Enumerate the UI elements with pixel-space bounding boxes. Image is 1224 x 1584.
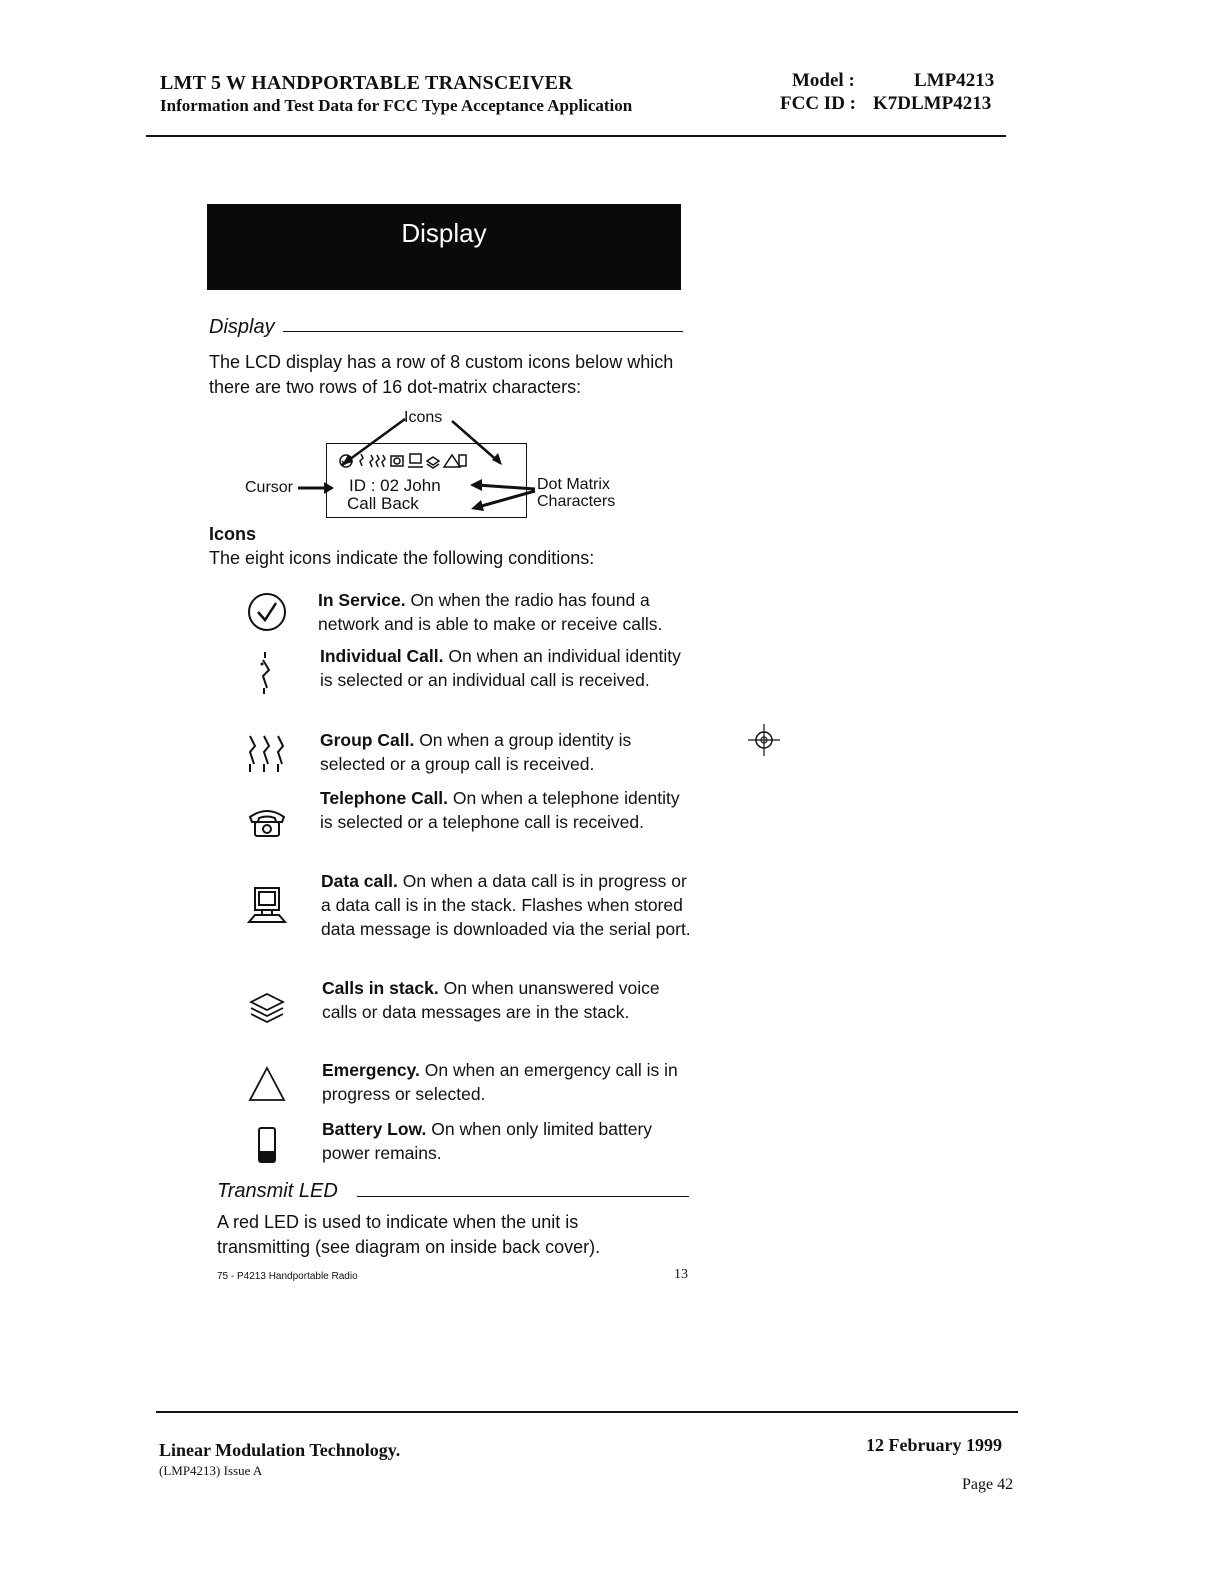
- group-call-title: Group Call.: [320, 730, 415, 750]
- calls-in-stack-title: Calls in stack.: [322, 978, 439, 998]
- fcc-id-value: K7DLMP4213: [873, 93, 992, 114]
- telephone-icon: [245, 806, 289, 842]
- document-subtitle: Information and Test Data for FCC Type Acceptance Application: [160, 96, 633, 115]
- in-service-title: In Service.: [318, 590, 406, 610]
- individual-call-icon: [245, 648, 289, 696]
- footer-company: Linear Modulation Technology.: [159, 1440, 401, 1460]
- battery-low-title: Battery Low.: [322, 1119, 427, 1139]
- inner-page-number: 13: [674, 1267, 688, 1282]
- triangle-icon: [245, 1064, 289, 1104]
- icons-callout-label: Icons: [404, 409, 443, 426]
- icon-row-calls-in-stack: [237, 990, 297, 1040]
- dot-matrix-arrow-top: [477, 485, 535, 489]
- telephone-call-title: Telephone Call.: [320, 788, 449, 808]
- icon-row-group-call: [237, 730, 297, 780]
- inner-page-doc-ref: 75 - P4213 Handportable Radio: [217, 1271, 358, 1282]
- group-call-desc: [320, 728, 690, 776]
- individual-call-desc: [320, 644, 690, 692]
- footer-divider: [156, 1411, 1018, 1413]
- footer-date: 12 February 1999: [866, 1435, 1002, 1455]
- transmit-led-heading-rule: [357, 1196, 689, 1197]
- lcd-line-1: ID : 02 John: [349, 476, 441, 495]
- in-service-text: On when the radio has found a network and is able to make or receive calls.: [318, 590, 663, 634]
- dot-matrix-arrow-bottom: [478, 491, 535, 507]
- stack-icon: [245, 990, 289, 1030]
- icon-row-emergency: [237, 1064, 297, 1114]
- display-heading-rule: [283, 331, 683, 332]
- individual-call-text: On when an individual identity is selected or an individual call is received.: [320, 646, 681, 690]
- telephone-call-text: On when a telephone identity is selected or a telephone call is received.: [320, 788, 680, 832]
- icon-row-telephone-call: [237, 806, 297, 856]
- dot-matrix-label-line1: Dot Matrix: [537, 476, 610, 493]
- calls-in-stack-desc: [322, 976, 692, 1024]
- display-heading: Display: [209, 316, 275, 338]
- transmit-led-heading: Transmit LED: [217, 1180, 338, 1202]
- section-banner-title: Display: [401, 218, 487, 248]
- group-call-icon: [240, 730, 294, 776]
- icon-row-individual-call: [237, 648, 297, 698]
- emergency-text: On when an emergency call is in progress or selected.: [322, 1060, 678, 1104]
- dot-matrix-label-line2: Characters: [537, 493, 616, 510]
- cursor-callout-label: Cursor: [245, 479, 294, 496]
- data-call-desc: [321, 869, 691, 941]
- emergency-title: Emergency.: [322, 1060, 420, 1080]
- header-divider: [146, 135, 1006, 137]
- check-circle-icon: [245, 590, 289, 634]
- icon-row-data-call: [237, 884, 297, 934]
- computer-icon: [245, 884, 289, 928]
- data-call-text: On when a data call is in progress or a data call is in the stack. Flashes when stored data message is downloaded via the serial port.: [321, 871, 691, 939]
- icon-row-battery-low: [237, 1124, 297, 1174]
- registration-mark-icon: [744, 720, 784, 760]
- battery-icon: [245, 1124, 289, 1168]
- document-title: LMT 5 W HANDPORTABLE TRANSCEIVER: [160, 72, 573, 94]
- display-intro: The LCD display has a row of 8 custom icons below which there are two rows of 16 dot-matrix characters:: [209, 352, 674, 397]
- fcc-id-label: FCC ID :: [780, 93, 856, 114]
- transmit-led-text: A red LED is used to indicate when the unit is transmitting (see diagram on inside back cover).: [217, 1212, 601, 1257]
- model-value: LMP4213: [914, 70, 995, 91]
- icons-intro: The eight icons indicate the following conditions:: [209, 548, 595, 568]
- battery-low-text: On when only limited battery power remains.: [322, 1119, 653, 1163]
- lcd-diagram-graphics: [230, 405, 650, 530]
- individual-call-title: Individual Call.: [320, 646, 444, 666]
- group-call-text: On when a group identity is selected or a group call is received.: [320, 730, 632, 774]
- footer-issue: (LMP4213) Issue A: [159, 1463, 263, 1478]
- emergency-desc: [322, 1058, 692, 1106]
- battery-low-desc: [322, 1117, 692, 1165]
- model-label: Model :: [792, 70, 855, 91]
- telephone-call-desc: [320, 786, 690, 834]
- icons-heading: Icons: [209, 524, 257, 544]
- data-call-title: Data call.: [321, 871, 398, 891]
- in-service-desc: [318, 588, 688, 636]
- calls-in-stack-text: On when unanswered voice calls or data messages are in the stack.: [322, 978, 660, 1022]
- lcd-line-2: Call Back: [347, 494, 419, 513]
- footer-page: Page 42: [962, 1476, 1014, 1493]
- lcd-icon-row: [340, 454, 466, 468]
- icon-row-in-service: [237, 590, 297, 640]
